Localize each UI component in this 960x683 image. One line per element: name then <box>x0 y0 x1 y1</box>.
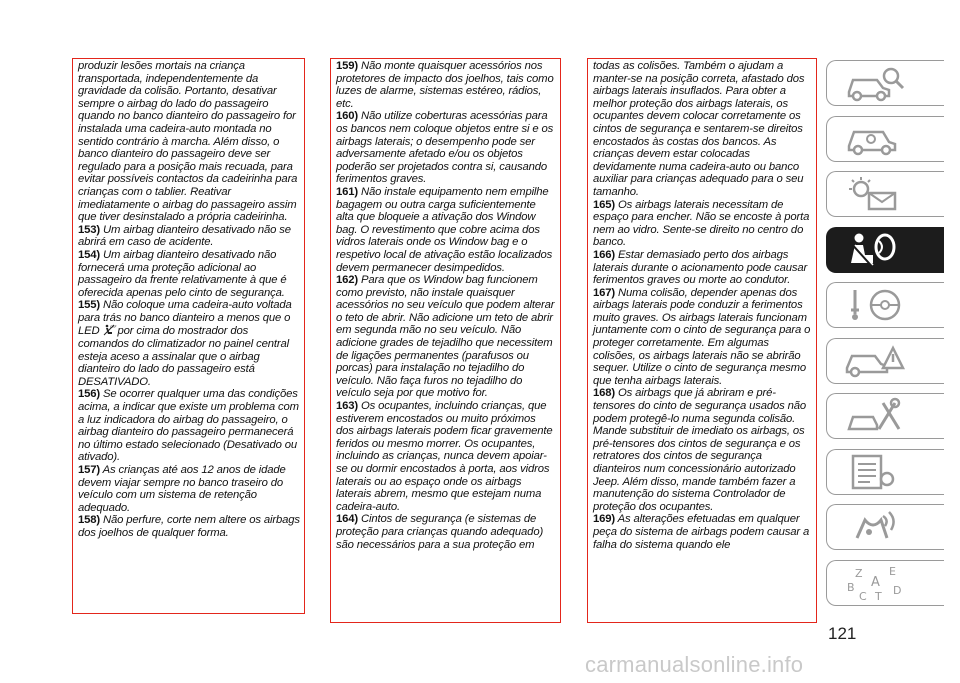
tab-technical-data[interactable] <box>826 449 944 495</box>
note-166: 166) Estar demasiado perto dos airbags laterais durante o acionamento pode causar ferimentos graves ou morte ao condutor. <box>593 248 808 287</box>
index-letters-icon <box>843 564 907 602</box>
index-letter-z: Z <box>855 566 863 580</box>
tab-emergency[interactable] <box>826 338 944 384</box>
tab-vehicle-info[interactable] <box>826 116 944 162</box>
note-162: 162) Para que os Window bag funcionem como previsto, não instale quaisquer acessórios no seu veículo que podem alterar o teto de abrir. Não adicione um teto de abrir em segunda mão no seu veículo. Não adicione grades de tejadilho que necessitem de ligações permanentes (parafusos ou porcas) para instalação no tejadilho do veículo. Não faça furos no tejadilho do veículo seja por que motivo for. <box>336 274 555 400</box>
note-164: 164) Cintos de segurança (e sistemas de proteção para crianças quando adequado) são necessários para a sua proteção em <box>336 513 544 551</box>
paragraph: produzir lesões mortais na criança transportada, independentemente da gravidade da colisão. Portanto, desativar sempre o airbag do lado do passageiro quando no banco dianteiro do passageiro for instalada uma cadeira-auto montada no sentido contrário à marcha. Além disso, o banco dianteiro do passageiro deve ser regulado para a posição mais recuada, para evitar possíveis contactos da cadeirinha para crianças com o tablier. Reativar imediatamente o airbag do passageiro assim que tiver desinstalado a própria cadeirinha. <box>78 60 298 224</box>
note-168: 168) Os airbags que já abriram e pré-tensores do cinto de segurança usados não podem protegê-lo numa segunda colisão. Mande substituir de imediato os airbags, os pré-tensores dos cintos de segurança e os retratores dos cintos de segurança dianteiros num concessionário autorizado Jeep. Além disso, mande também fazer a manutenção do sistema Controlador de proteção dos ocupantes. <box>593 387 807 513</box>
note-161: 161) Não instale equipamento nem empilhe bagagem ou outra carga suficientemente alta que bloqueie a ativação dos Window bag. O revestimento que cobre acima dos vidros laterais onde os Window bag e o respetivo local de ativação estão localizados devem permanecer desimpedidos. <box>336 185 553 274</box>
tab-dashboard-lights[interactable] <box>826 171 944 217</box>
note-160: 160) Não utilize coberturas acessórias para os bancos nem coloque objetos entre si e os airbags laterais; o desempenho pode ser adversamente afetado e/ou os objetos poderão ser projetados contra si, causando ferimentos graves. <box>336 110 554 186</box>
note-165: 165) Os airbags laterais necessitam de espaço para encher. Não se encoste à porta nem ao vidro. Sente-se direito no centro do banco. <box>593 198 810 249</box>
index-letter-b: B <box>847 580 855 594</box>
technical-data-icon <box>843 453 907 491</box>
multimedia-icon <box>843 508 907 546</box>
index-letter-c: C <box>859 589 867 603</box>
chapter-tabs <box>826 60 944 615</box>
passenger-airbag-off-icon <box>103 324 115 336</box>
page-number: 121 <box>828 624 857 643</box>
car-info-icon <box>843 120 907 158</box>
tab-maintenance[interactable] <box>826 393 944 439</box>
dashboard-lights-icon <box>843 175 907 213</box>
index-letter-a: A <box>871 574 880 590</box>
car-search-icon <box>843 64 907 102</box>
note-153: 153) Um airbag dianteiro desativado não se abrirá em caso de acidente. <box>78 223 291 249</box>
note-158: 158) Não perfure, corte nem altere os airbags dos joelhos de qualquer forma. <box>78 514 300 539</box>
tab-starting-driving[interactable] <box>826 282 944 328</box>
index-letter-t: T <box>875 589 882 603</box>
tab-multimedia[interactable] <box>826 504 944 550</box>
emergency-warning-icon <box>843 342 907 380</box>
note-163: 163) Os ocupantes, incluindo crianças, que estiverem encostados ou muito próximos dos airbags laterais podem ficar gravemente feridos ou mesmo morrer. Os ocupantes, incluindo as crianças, nunca devem apoiar-se ou dormir encostados à porta, aos vidros laterais ou ao espaço onde os airbags laterais abrem, mesmo que estejam numa cadeira-auto. <box>336 400 553 513</box>
note-157: 157) As crianças até aos 12 anos de idade devem viajar sempre no banco traseiro do veículo com um sistema de retenção adequado. <box>78 464 286 514</box>
text-column-1 <box>72 58 305 614</box>
note-167: 167) Numa colisão, depender apenas dos airbags laterais pode conduzir a ferimentos muito graves. Os airbags laterais funcionam juntamente com o cinto de segurança para o proteger corretamente. Em algumas colisões, os airbags laterais não se abrirão sequer. Utilize o cinto de segurança mesmo que tenha airbags laterais. <box>593 286 811 387</box>
tab-safety[interactable] <box>826 227 944 273</box>
tab-knowing-vehicle[interactable] <box>826 60 944 106</box>
driving-steering-icon <box>843 286 907 324</box>
note-156: 156) Se ocorrer qualquer uma das condições acima, a indicar que existe um problema com a luz indicadora do airbag do passageiro, o airbag dianteiro do passageiro permanecerá no último estado selecionado (Desativado ou ativado). <box>78 388 299 464</box>
index-letter-e: E <box>889 564 896 578</box>
index-letter-d: D <box>893 583 902 597</box>
text-column-3 <box>587 58 817 623</box>
note-154: 154) Um airbag dianteiro desativado não fornecerá uma proteção adicional ao passageiro da frente relativamente à que é oferecida apenas pelo cinto de segurança. <box>78 248 287 299</box>
note-169: 169) As alterações efetuadas em qualquer peça do sistema de airbags podem causar a falha do sistema quando ele <box>593 513 810 551</box>
paragraph: todas as colisões. Também o ajudam a manter-se na posição correta, afastado dos airbags laterais insuflados. Para obter a melhor proteção dos airbags laterais, os ocupantes devem colocar corretamente os cintos de segurança e sentarem-se direitos encostados às costas dos bancos. As crianças devem estar colocadas devidamente numa cadeira-auto ou banco auxiliar para crianças adequado para o seu tamanho. <box>593 60 805 198</box>
watermark: carmanualsonline.info <box>585 652 804 677</box>
maintenance-tools-icon <box>843 397 907 435</box>
tab-index[interactable] <box>826 560 944 606</box>
svg-text:OFF: OFF <box>109 325 116 330</box>
note-159: 159) Não monte quaisquer acessórios nos protetores de impacto dos joelhos, tais como luzes de alarme, sistemas estéreo, rádios, etc. <box>336 60 554 110</box>
note-155: 155) Não coloque uma cadeira-auto voltada para trás no banco dianteiro a menos que o LED OFF por cima do mostrador dos comandos do climatizador no painel central esteja aceso a assinalar que o airbag dianteiro do lado do passageiro está DESATIVADO. <box>78 299 292 388</box>
text-column-2 <box>330 58 561 623</box>
safety-airbag-icon <box>843 231 907 269</box>
